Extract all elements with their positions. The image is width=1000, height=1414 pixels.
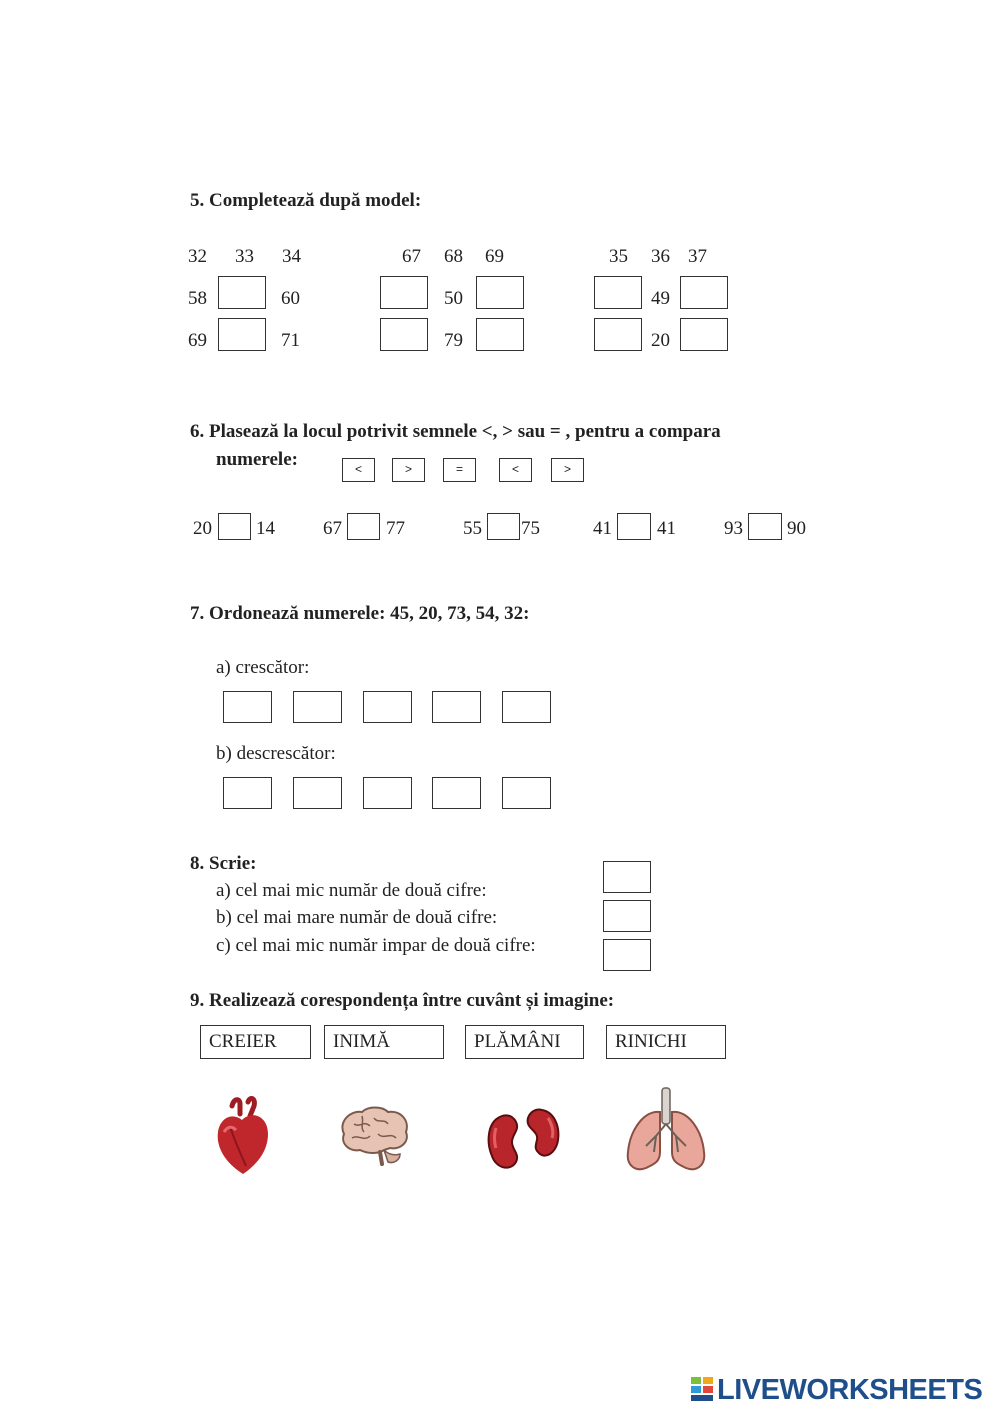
kidneys-icon[interactable]	[484, 1104, 564, 1176]
compare-box[interactable]	[218, 513, 251, 540]
model-number: 32	[188, 246, 207, 267]
ascending-box[interactable]	[432, 691, 481, 723]
ex8-item-c: c) cel mai mic număr impar de două cifre:	[216, 935, 536, 956]
given-number: 50	[444, 288, 463, 309]
compare-box[interactable]	[487, 513, 520, 540]
compare-number: 93	[724, 518, 743, 539]
ex7-title: 7. Ordonează numerele: 45, 20, 73, 54, 32:	[190, 603, 530, 624]
compare-number: 55	[463, 518, 482, 539]
model-number: 37	[688, 246, 707, 267]
answer-box[interactable]	[218, 318, 266, 351]
ex8-title: 8. Scrie:	[190, 853, 257, 874]
brain-icon[interactable]	[334, 1104, 414, 1168]
ex6-title-line2: numerele:	[216, 449, 298, 470]
model-number: 34	[282, 246, 301, 267]
descending-box[interactable]	[223, 777, 272, 809]
given-number: 60	[281, 288, 300, 309]
sign-less-than-button[interactable]: <	[499, 458, 532, 482]
heart-icon[interactable]	[210, 1096, 276, 1178]
answer-box[interactable]	[594, 276, 642, 309]
word-rinichi[interactable]: RINICHI	[606, 1025, 726, 1059]
given-number: 69	[188, 330, 207, 351]
sign-greater-than-button[interactable]: >	[392, 458, 425, 482]
descending-box[interactable]	[502, 777, 551, 809]
answer-box-b[interactable]	[603, 900, 651, 932]
compare-number: 20	[193, 518, 212, 539]
descending-box[interactable]	[293, 777, 342, 809]
answer-box[interactable]	[218, 276, 266, 309]
model-number: 69	[485, 246, 504, 267]
word-creier[interactable]: CREIER	[200, 1025, 311, 1059]
ascending-box[interactable]	[502, 691, 551, 723]
brand-name: LIVEWORKSHEETS	[717, 1374, 983, 1406]
descending-box[interactable]	[432, 777, 481, 809]
model-number: 33	[235, 246, 254, 267]
given-number: 58	[188, 288, 207, 309]
ex9-title: 9. Realizează corespondența între cuvânt și imagine:	[190, 990, 615, 1011]
ascending-label: a) crescător:	[216, 657, 310, 678]
answer-box[interactable]	[380, 318, 428, 351]
compare-number: 41	[593, 518, 612, 539]
answer-box[interactable]	[680, 318, 728, 351]
model-number: 36	[651, 246, 670, 267]
answer-box-c[interactable]	[603, 939, 651, 971]
descending-label: b) descrescător:	[216, 743, 336, 764]
sign-equal-button[interactable]: =	[443, 458, 476, 482]
answer-box[interactable]	[680, 276, 728, 309]
answer-box[interactable]	[476, 318, 524, 351]
given-number: 71	[281, 330, 300, 351]
compare-number: 75	[521, 518, 540, 539]
ascending-box[interactable]	[363, 691, 412, 723]
compare-box[interactable]	[347, 513, 380, 540]
compare-number: 14	[256, 518, 275, 539]
given-number: 79	[444, 330, 463, 351]
model-number: 35	[609, 246, 628, 267]
answer-box-a[interactable]	[603, 861, 651, 893]
answer-box[interactable]	[380, 276, 428, 309]
ex5-title: 5. Completează după model:	[190, 190, 422, 211]
word-inima[interactable]: INIMĂ	[324, 1025, 444, 1059]
answer-box[interactable]	[594, 318, 642, 351]
ascending-box[interactable]	[223, 691, 272, 723]
liveworksheets-logo	[690, 1374, 982, 1407]
ascending-box[interactable]	[293, 691, 342, 723]
descending-box[interactable]	[363, 777, 412, 809]
compare-box[interactable]	[617, 513, 651, 540]
logo-mark-icon	[690, 1376, 714, 1402]
ex8-item-a: a) cel mai mic număr de două cifre:	[216, 880, 487, 901]
given-number: 20	[651, 330, 670, 351]
sign-less-than-button[interactable]: <	[342, 458, 375, 482]
given-number: 49	[651, 288, 670, 309]
lungs-icon[interactable]	[624, 1086, 708, 1176]
ex8-item-b: b) cel mai mare număr de două cifre:	[216, 907, 498, 928]
compare-box[interactable]	[748, 513, 782, 540]
compare-number: 77	[386, 518, 405, 539]
compare-number: 67	[323, 518, 342, 539]
word-plamani[interactable]: PLĂMÂNI	[465, 1025, 584, 1059]
compare-number: 90	[787, 518, 806, 539]
model-number: 68	[444, 246, 463, 267]
answer-box[interactable]	[476, 276, 524, 309]
model-number: 67	[402, 246, 421, 267]
ex6-title-line1: 6. Plasează la locul potrivit semnele <, > sau = , pentru a compara	[190, 421, 721, 442]
compare-number: 41	[657, 518, 676, 539]
sign-greater-than-button[interactable]: >	[551, 458, 584, 482]
